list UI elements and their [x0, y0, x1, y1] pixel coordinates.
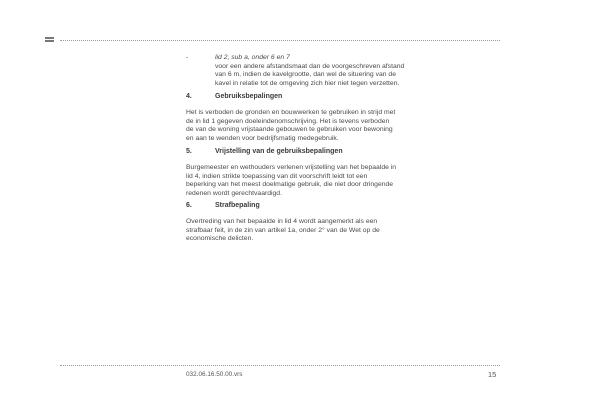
- body-line: de in lid 1 gegeven doeleindenomschrijving. Het is tevens verboden: [186, 117, 390, 125]
- body-line: economische delicten.: [186, 235, 254, 243]
- section-strafbepaling: [186, 201, 504, 244]
- section-title: [186, 201, 504, 210]
- body-line: Overtreding van het bepaalde in lid 4 wordt aangemerkt als een: [186, 218, 378, 225]
- list-item-line: van 6 m, indien de kavelgrootte, dan wel de situering van de: [215, 71, 396, 79]
- section-body: [186, 218, 504, 244]
- page-number: 15: [488, 370, 497, 379]
- body-line: de van de woning vrijstaande gebouwen te gebruiken voor bewoning: [186, 126, 393, 134]
- body-line: beperking van het meest doelmatige gebruik, die niet door dringende: [186, 181, 394, 189]
- list-dash: -: [186, 54, 189, 61]
- header-dotted-rule: [60, 40, 500, 41]
- section-number: 4.: [186, 93, 192, 100]
- section-gebruiksbepalingen: [186, 92, 504, 143]
- footer-document-code: 032.06.16.50.00.vrs: [186, 371, 243, 378]
- list-item-heading: lid 2, sub a, onder 6 en 7: [215, 54, 290, 61]
- body-line: redenen wordt gerechtvaardigd.: [186, 189, 282, 197]
- section-title-text: Vrijstelling van de gebruiksbepalingen: [215, 148, 343, 155]
- section-title-text: Strafbepaling: [215, 202, 260, 209]
- section-title: [186, 147, 504, 156]
- section-number: 6.: [186, 202, 192, 209]
- section-vrijstelling: [186, 147, 504, 198]
- body-line: en aan te wenden voor bedrijfsmatig medegebruik.: [186, 134, 339, 142]
- corner-mark-icon: [45, 37, 54, 42]
- list-block: [186, 54, 504, 88]
- footer-dotted-rule: [60, 365, 500, 366]
- body-line: strafbaar feit, in de zin van artikel 1a, onder 2° van de Wet op de: [186, 226, 380, 234]
- body-line: Burgemeester en wethouders verlenen vrijstelling van het bepaalde in: [186, 164, 397, 171]
- section-body: [186, 164, 504, 198]
- section-body: [186, 109, 504, 143]
- list-item-line: kavel in relatie tot de omgeving zich hier niet tegen verzetten.: [215, 79, 400, 87]
- section-title: [186, 92, 504, 101]
- section-number: 5.: [186, 148, 192, 155]
- list-item: [186, 54, 504, 88]
- section-title-text: Gebruiksbepalingen: [215, 93, 283, 100]
- body-line: Het is verboden de gronden en bouwwerken te gebruiken in strijd met: [186, 109, 396, 116]
- body-line: lid 4, indien strikte toepassing van dit voorschrift leidt tot een: [186, 172, 368, 180]
- list-item-line: voor een andere afstandsmaat dan de voorgeschreven afstand: [215, 62, 405, 70]
